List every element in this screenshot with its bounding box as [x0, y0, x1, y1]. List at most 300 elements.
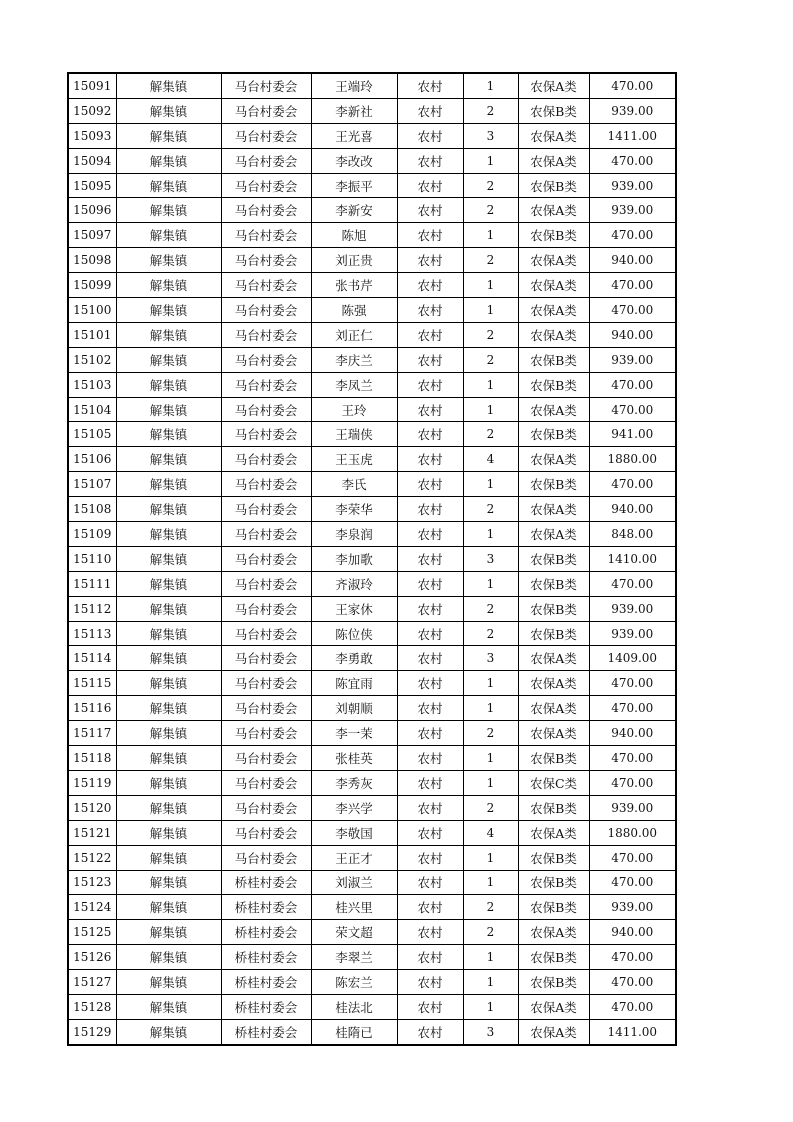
- town-cell: 解集镇: [116, 696, 221, 721]
- village-committee-cell: 马台村委会: [221, 73, 311, 98]
- town-cell: 解集镇: [116, 920, 221, 945]
- household-size-cell: 3: [463, 546, 518, 571]
- area-type-cell: 农村: [397, 273, 463, 298]
- town-cell: 解集镇: [116, 970, 221, 995]
- amount-cell: 470.00: [589, 223, 676, 248]
- amount-cell: 848.00: [589, 522, 676, 547]
- table-row: [68, 248, 676, 273]
- table-row: [68, 372, 676, 397]
- amount-cell: 470.00: [589, 73, 676, 98]
- town-cell: 解集镇: [116, 895, 221, 920]
- area-type-cell: 农村: [397, 845, 463, 870]
- insurance-category-cell: 农保A类: [518, 920, 589, 945]
- table-body: [68, 73, 676, 1045]
- village-committee-cell: 马台村委会: [221, 845, 311, 870]
- area-type-cell: 农村: [397, 123, 463, 148]
- amount-cell: 1411.00: [589, 123, 676, 148]
- row-number-cell: 15105: [68, 422, 116, 447]
- area-type-cell: 农村: [397, 447, 463, 472]
- area-type-cell: 农村: [397, 198, 463, 223]
- row-number-cell: 15119: [68, 770, 116, 795]
- town-cell: 解集镇: [116, 746, 221, 771]
- insurance-category-cell: 农保A类: [518, 248, 589, 273]
- row-number-cell: 15098: [68, 248, 116, 273]
- row-number-cell: 15124: [68, 895, 116, 920]
- insurance-category-cell: 农保A类: [518, 721, 589, 746]
- person-name-cell: 张书芹: [311, 273, 397, 298]
- village-committee-cell: 马台村委会: [221, 198, 311, 223]
- area-type-cell: 农村: [397, 770, 463, 795]
- amount-cell: 940.00: [589, 322, 676, 347]
- town-cell: 解集镇: [116, 845, 221, 870]
- household-size-cell: 1: [463, 845, 518, 870]
- area-type-cell: 农村: [397, 422, 463, 447]
- area-type-cell: 农村: [397, 73, 463, 98]
- person-name-cell: 桂法北: [311, 994, 397, 1019]
- area-type-cell: 农村: [397, 397, 463, 422]
- person-name-cell: 王家休: [311, 596, 397, 621]
- amount-cell: 940.00: [589, 248, 676, 273]
- row-number-cell: 15113: [68, 621, 116, 646]
- person-name-cell: 李敬国: [311, 820, 397, 845]
- table-row: [68, 148, 676, 173]
- area-type-cell: 农村: [397, 223, 463, 248]
- amount-cell: 940.00: [589, 497, 676, 522]
- amount-cell: 939.00: [589, 198, 676, 223]
- table-row: [68, 223, 676, 248]
- insurance-category-cell: 农保A类: [518, 273, 589, 298]
- area-type-cell: 农村: [397, 945, 463, 970]
- person-name-cell: 陈宏兰: [311, 970, 397, 995]
- area-type-cell: 农村: [397, 98, 463, 123]
- row-number-cell: 15125: [68, 920, 116, 945]
- row-number-cell: 15095: [68, 173, 116, 198]
- amount-cell: 470.00: [589, 397, 676, 422]
- area-type-cell: 农村: [397, 148, 463, 173]
- row-number-cell: 15097: [68, 223, 116, 248]
- village-committee-cell: 马台村委会: [221, 298, 311, 323]
- person-name-cell: 李泉润: [311, 522, 397, 547]
- area-type-cell: 农村: [397, 571, 463, 596]
- table-row: [68, 173, 676, 198]
- household-size-cell: 1: [463, 273, 518, 298]
- town-cell: 解集镇: [116, 422, 221, 447]
- amount-cell: 470.00: [589, 870, 676, 895]
- row-number-cell: 15118: [68, 746, 116, 771]
- village-committee-cell: 马台村委会: [221, 820, 311, 845]
- insurance-category-cell: 农保B类: [518, 970, 589, 995]
- amount-cell: 939.00: [589, 98, 676, 123]
- insurance-category-cell: 农保A类: [518, 198, 589, 223]
- town-cell: 解集镇: [116, 596, 221, 621]
- row-number-cell: 15092: [68, 98, 116, 123]
- household-size-cell: 2: [463, 198, 518, 223]
- table-row: [68, 671, 676, 696]
- area-type-cell: 农村: [397, 347, 463, 372]
- town-cell: 解集镇: [116, 173, 221, 198]
- town-cell: 解集镇: [116, 73, 221, 98]
- beneficiary-table: [67, 72, 677, 1046]
- village-committee-cell: 马台村委会: [221, 795, 311, 820]
- area-type-cell: 农村: [397, 621, 463, 646]
- village-committee-cell: 马台村委会: [221, 546, 311, 571]
- amount-cell: 940.00: [589, 721, 676, 746]
- village-committee-cell: 马台村委会: [221, 347, 311, 372]
- table-row: [68, 546, 676, 571]
- village-committee-cell: 马台村委会: [221, 397, 311, 422]
- village-committee-cell: 马台村委会: [221, 671, 311, 696]
- table-row: [68, 472, 676, 497]
- amount-cell: 1880.00: [589, 447, 676, 472]
- person-name-cell: 桂兴里: [311, 895, 397, 920]
- person-name-cell: 李翠兰: [311, 945, 397, 970]
- person-name-cell: 刘正贵: [311, 248, 397, 273]
- village-committee-cell: 马台村委会: [221, 422, 311, 447]
- household-size-cell: 2: [463, 248, 518, 273]
- insurance-category-cell: 农保B类: [518, 870, 589, 895]
- household-size-cell: 2: [463, 795, 518, 820]
- insurance-category-cell: 农保B类: [518, 795, 589, 820]
- person-name-cell: 刘正仁: [311, 322, 397, 347]
- town-cell: 解集镇: [116, 721, 221, 746]
- insurance-category-cell: 农保A类: [518, 497, 589, 522]
- household-size-cell: 2: [463, 422, 518, 447]
- row-number-cell: 15121: [68, 820, 116, 845]
- amount-cell: 940.00: [589, 920, 676, 945]
- household-size-cell: 1: [463, 522, 518, 547]
- insurance-category-cell: 农保B类: [518, 372, 589, 397]
- amount-cell: 470.00: [589, 994, 676, 1019]
- table-row: [68, 447, 676, 472]
- table-row: [68, 721, 676, 746]
- town-cell: 解集镇: [116, 198, 221, 223]
- table-row: [68, 522, 676, 547]
- area-type-cell: 农村: [397, 522, 463, 547]
- insurance-category-cell: 农保A类: [518, 298, 589, 323]
- row-number-cell: 15111: [68, 571, 116, 596]
- household-size-cell: 1: [463, 746, 518, 771]
- row-number-cell: 15093: [68, 123, 116, 148]
- village-committee-cell: 马台村委会: [221, 571, 311, 596]
- town-cell: 解集镇: [116, 870, 221, 895]
- household-size-cell: 2: [463, 721, 518, 746]
- insurance-category-cell: 农保A类: [518, 994, 589, 1019]
- table-row: [68, 795, 676, 820]
- village-committee-cell: 马台村委会: [221, 472, 311, 497]
- table-row: [68, 621, 676, 646]
- person-name-cell: 王正才: [311, 845, 397, 870]
- village-committee-cell: 马台村委会: [221, 447, 311, 472]
- town-cell: 解集镇: [116, 994, 221, 1019]
- household-size-cell: 2: [463, 596, 518, 621]
- amount-cell: 470.00: [589, 746, 676, 771]
- household-size-cell: 2: [463, 173, 518, 198]
- row-number-cell: 15120: [68, 795, 116, 820]
- insurance-category-cell: 农保A类: [518, 522, 589, 547]
- household-size-cell: 1: [463, 945, 518, 970]
- town-cell: 解集镇: [116, 497, 221, 522]
- village-committee-cell: 马台村委会: [221, 98, 311, 123]
- village-committee-cell: 桥桂村委会: [221, 994, 311, 1019]
- insurance-category-cell: 农保B类: [518, 173, 589, 198]
- amount-cell: 939.00: [589, 347, 676, 372]
- amount-cell: 470.00: [589, 671, 676, 696]
- household-size-cell: 3: [463, 646, 518, 671]
- household-size-cell: 2: [463, 920, 518, 945]
- person-name-cell: 李勇敢: [311, 646, 397, 671]
- town-cell: 解集镇: [116, 646, 221, 671]
- town-cell: 解集镇: [116, 98, 221, 123]
- insurance-category-cell: 农保A类: [518, 820, 589, 845]
- town-cell: 解集镇: [116, 795, 221, 820]
- insurance-category-cell: 农保B类: [518, 422, 589, 447]
- insurance-category-cell: 农保B类: [518, 746, 589, 771]
- household-size-cell: 4: [463, 820, 518, 845]
- row-number-cell: 15127: [68, 970, 116, 995]
- table-row: [68, 870, 676, 895]
- row-number-cell: 15110: [68, 546, 116, 571]
- table-row: [68, 994, 676, 1019]
- person-name-cell: 李兴学: [311, 795, 397, 820]
- amount-cell: 1880.00: [589, 820, 676, 845]
- table-row: [68, 770, 676, 795]
- amount-cell: 470.00: [589, 372, 676, 397]
- area-type-cell: 农村: [397, 322, 463, 347]
- row-number-cell: 15108: [68, 497, 116, 522]
- area-type-cell: 农村: [397, 696, 463, 721]
- table-row: [68, 98, 676, 123]
- amount-cell: 470.00: [589, 148, 676, 173]
- table-row: [68, 397, 676, 422]
- table-row: [68, 123, 676, 148]
- insurance-category-cell: 农保A类: [518, 646, 589, 671]
- village-committee-cell: 马台村委会: [221, 770, 311, 795]
- amount-cell: 939.00: [589, 621, 676, 646]
- insurance-category-cell: 农保B类: [518, 895, 589, 920]
- row-number-cell: 15101: [68, 322, 116, 347]
- person-name-cell: 王玉虎: [311, 447, 397, 472]
- table-row: [68, 746, 676, 771]
- town-cell: 解集镇: [116, 223, 221, 248]
- village-committee-cell: 马台村委会: [221, 372, 311, 397]
- village-committee-cell: 马台村委会: [221, 497, 311, 522]
- household-size-cell: 2: [463, 98, 518, 123]
- household-size-cell: 1: [463, 397, 518, 422]
- household-size-cell: 1: [463, 870, 518, 895]
- area-type-cell: 农村: [397, 372, 463, 397]
- amount-cell: 1409.00: [589, 646, 676, 671]
- row-number-cell: 15096: [68, 198, 116, 223]
- household-size-cell: 4: [463, 447, 518, 472]
- table-row: [68, 596, 676, 621]
- area-type-cell: 农村: [397, 870, 463, 895]
- person-name-cell: 王端玲: [311, 73, 397, 98]
- household-size-cell: 1: [463, 696, 518, 721]
- table-row: [68, 945, 676, 970]
- table-row: [68, 845, 676, 870]
- amount-cell: 470.00: [589, 945, 676, 970]
- village-committee-cell: 桥桂村委会: [221, 1019, 311, 1044]
- town-cell: 解集镇: [116, 770, 221, 795]
- row-number-cell: 15116: [68, 696, 116, 721]
- town-cell: 解集镇: [116, 820, 221, 845]
- person-name-cell: 李一茉: [311, 721, 397, 746]
- person-name-cell: 王玲: [311, 397, 397, 422]
- area-type-cell: 农村: [397, 820, 463, 845]
- insurance-category-cell: 农保A类: [518, 671, 589, 696]
- table-row: [68, 920, 676, 945]
- village-committee-cell: 马台村委会: [221, 746, 311, 771]
- row-number-cell: 15114: [68, 646, 116, 671]
- town-cell: 解集镇: [116, 322, 221, 347]
- insurance-category-cell: 农保B类: [518, 845, 589, 870]
- village-committee-cell: 桥桂村委会: [221, 920, 311, 945]
- insurance-category-cell: 农保B类: [518, 347, 589, 372]
- row-number-cell: 15094: [68, 148, 116, 173]
- town-cell: 解集镇: [116, 248, 221, 273]
- area-type-cell: 农村: [397, 671, 463, 696]
- person-name-cell: 刘朝顺: [311, 696, 397, 721]
- amount-cell: 1410.00: [589, 546, 676, 571]
- row-number-cell: 15091: [68, 73, 116, 98]
- table-row: [68, 696, 676, 721]
- person-name-cell: 李荣华: [311, 497, 397, 522]
- village-committee-cell: 马台村委会: [221, 522, 311, 547]
- town-cell: 解集镇: [116, 621, 221, 646]
- town-cell: 解集镇: [116, 671, 221, 696]
- town-cell: 解集镇: [116, 447, 221, 472]
- person-name-cell: 李氏: [311, 472, 397, 497]
- household-size-cell: 2: [463, 895, 518, 920]
- area-type-cell: 农村: [397, 970, 463, 995]
- area-type-cell: 农村: [397, 298, 463, 323]
- row-number-cell: 15129: [68, 1019, 116, 1044]
- amount-cell: 939.00: [589, 895, 676, 920]
- household-size-cell: 1: [463, 372, 518, 397]
- person-name-cell: 陈位侠: [311, 621, 397, 646]
- person-name-cell: 李庆兰: [311, 347, 397, 372]
- town-cell: 解集镇: [116, 372, 221, 397]
- person-name-cell: 王瑞侠: [311, 422, 397, 447]
- person-name-cell: 李振平: [311, 173, 397, 198]
- person-name-cell: 李改改: [311, 148, 397, 173]
- row-number-cell: 15122: [68, 845, 116, 870]
- area-type-cell: 农村: [397, 497, 463, 522]
- row-number-cell: 15104: [68, 397, 116, 422]
- row-number-cell: 15112: [68, 596, 116, 621]
- village-committee-cell: 马台村委会: [221, 322, 311, 347]
- household-size-cell: 3: [463, 123, 518, 148]
- person-name-cell: 刘淑兰: [311, 870, 397, 895]
- amount-cell: 939.00: [589, 795, 676, 820]
- row-number-cell: 15100: [68, 298, 116, 323]
- person-name-cell: 张桂英: [311, 746, 397, 771]
- insurance-category-cell: 农保B类: [518, 621, 589, 646]
- insurance-category-cell: 农保B类: [518, 546, 589, 571]
- village-committee-cell: 马台村委会: [221, 696, 311, 721]
- person-name-cell: 李秀灰: [311, 770, 397, 795]
- table-row: [68, 422, 676, 447]
- town-cell: 解集镇: [116, 397, 221, 422]
- insurance-category-cell: 农保B类: [518, 571, 589, 596]
- table-row: [68, 895, 676, 920]
- insurance-category-cell: 农保A类: [518, 1019, 589, 1044]
- insurance-category-cell: 农保A类: [518, 73, 589, 98]
- area-type-cell: 农村: [397, 920, 463, 945]
- area-type-cell: 农村: [397, 248, 463, 273]
- person-name-cell: 李新安: [311, 198, 397, 223]
- town-cell: 解集镇: [116, 1019, 221, 1044]
- table-row: [68, 322, 676, 347]
- village-committee-cell: 马台村委会: [221, 596, 311, 621]
- person-name-cell: 陈强: [311, 298, 397, 323]
- row-number-cell: 15107: [68, 472, 116, 497]
- insurance-category-cell: 农保A类: [518, 696, 589, 721]
- village-committee-cell: 马台村委会: [221, 646, 311, 671]
- town-cell: 解集镇: [116, 123, 221, 148]
- area-type-cell: 农村: [397, 173, 463, 198]
- insurance-category-cell: 农保B类: [518, 472, 589, 497]
- insurance-category-cell: 农保B类: [518, 945, 589, 970]
- person-name-cell: 荣文超: [311, 920, 397, 945]
- insurance-category-cell: 农保A类: [518, 148, 589, 173]
- person-name-cell: 李凤兰: [311, 372, 397, 397]
- village-committee-cell: 马台村委会: [221, 173, 311, 198]
- row-number-cell: 15102: [68, 347, 116, 372]
- household-size-cell: 1: [463, 148, 518, 173]
- village-committee-cell: 马台村委会: [221, 273, 311, 298]
- table-row: [68, 273, 676, 298]
- area-type-cell: 农村: [397, 994, 463, 1019]
- insurance-category-cell: 农保B类: [518, 98, 589, 123]
- amount-cell: 470.00: [589, 298, 676, 323]
- area-type-cell: 农村: [397, 646, 463, 671]
- row-number-cell: 15103: [68, 372, 116, 397]
- village-committee-cell: 桥桂村委会: [221, 945, 311, 970]
- household-size-cell: 3: [463, 1019, 518, 1044]
- household-size-cell: 1: [463, 671, 518, 696]
- household-size-cell: 1: [463, 770, 518, 795]
- amount-cell: 939.00: [589, 596, 676, 621]
- insurance-category-cell: 农保B类: [518, 223, 589, 248]
- household-size-cell: 2: [463, 347, 518, 372]
- village-committee-cell: 桥桂村委会: [221, 970, 311, 995]
- town-cell: 解集镇: [116, 571, 221, 596]
- person-name-cell: 陈宜雨: [311, 671, 397, 696]
- amount-cell: 470.00: [589, 273, 676, 298]
- amount-cell: 470.00: [589, 571, 676, 596]
- household-size-cell: 1: [463, 472, 518, 497]
- town-cell: 解集镇: [116, 522, 221, 547]
- amount-cell: 470.00: [589, 472, 676, 497]
- village-committee-cell: 马台村委会: [221, 621, 311, 646]
- insurance-category-cell: 农保A类: [518, 123, 589, 148]
- table-row: [68, 820, 676, 845]
- area-type-cell: 农村: [397, 721, 463, 746]
- row-number-cell: 15117: [68, 721, 116, 746]
- amount-cell: 470.00: [589, 845, 676, 870]
- village-committee-cell: 马台村委会: [221, 223, 311, 248]
- village-committee-cell: 马台村委会: [221, 148, 311, 173]
- amount-cell: 470.00: [589, 770, 676, 795]
- village-committee-cell: 桥桂村委会: [221, 870, 311, 895]
- town-cell: 解集镇: [116, 347, 221, 372]
- town-cell: 解集镇: [116, 472, 221, 497]
- area-type-cell: 农村: [397, 746, 463, 771]
- town-cell: 解集镇: [116, 945, 221, 970]
- area-type-cell: 农村: [397, 472, 463, 497]
- household-size-cell: 2: [463, 497, 518, 522]
